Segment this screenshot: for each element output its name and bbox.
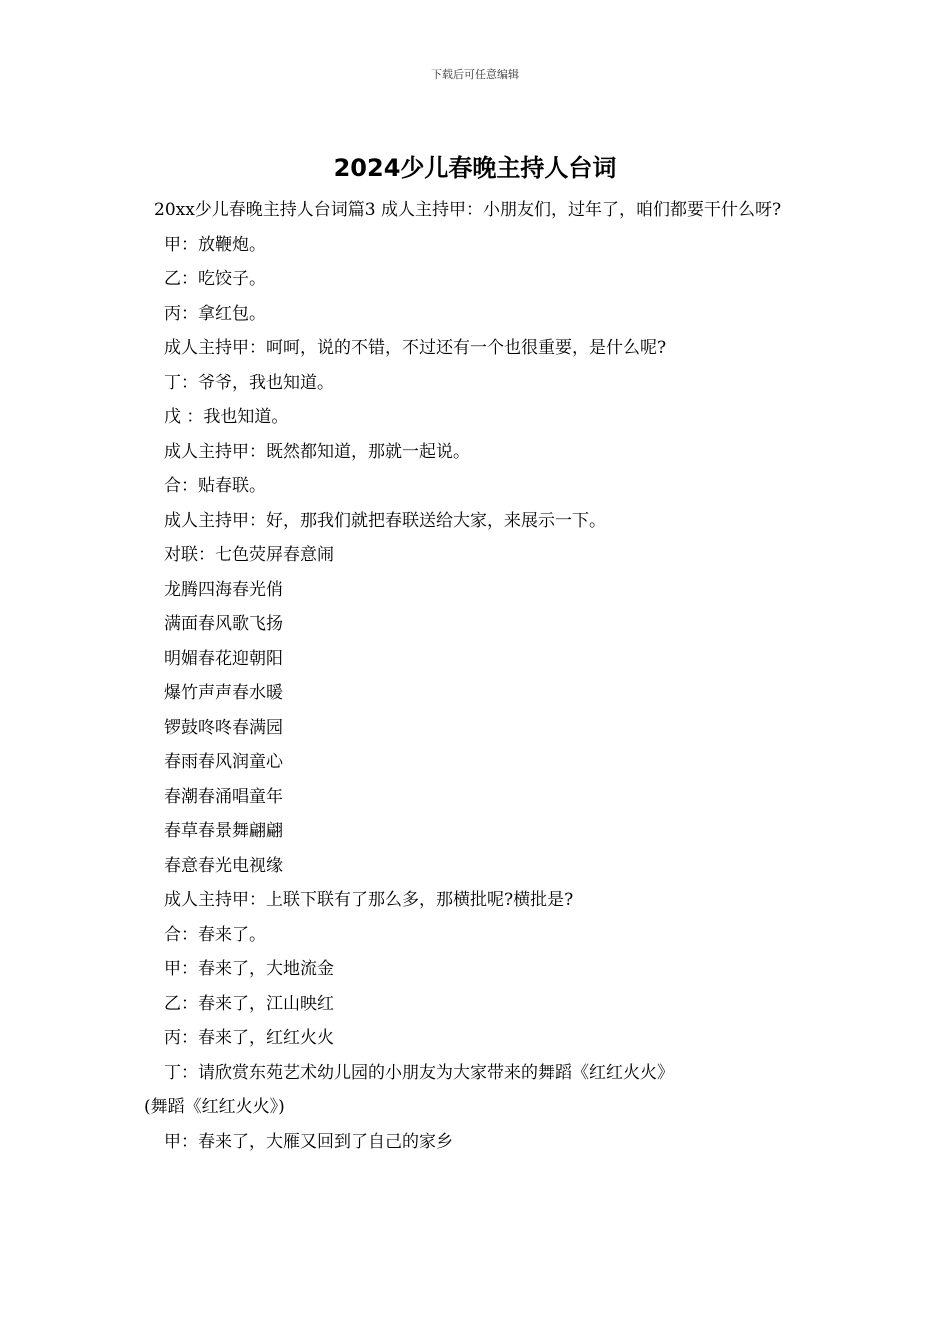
couplet-line: 爆竹声声春水暖 (164, 683, 283, 703)
stage-direction: (舞蹈《红红火火》) (144, 1097, 285, 1117)
paragraph: 丁：请欣赏东苑艺术幼儿园的小朋友为大家带来的舞蹈《红红火火》 (164, 1062, 674, 1083)
paragraph: 甲：春来了，大地流金 (164, 959, 334, 979)
paragraph: 成人主持甲：呵呵，说的不错，不过还有一个也很重要，是什么呢? (164, 338, 667, 358)
couplet-line: 锣鼓咚咚春满园 (164, 717, 283, 738)
couplet-line: 春雨春风润童心 (164, 752, 283, 772)
couplet-line: 对联：七色荧屏春意闹 (164, 545, 334, 565)
paragraph: 甲：春来了，大雁又回到了自己的家乡 (164, 1131, 453, 1152)
paragraph: 合：贴春联。 (164, 476, 266, 496)
paragraph: 合：春来了。 (164, 924, 266, 945)
paragraph: 成人主持甲：既然都知道，那就一起说。 (164, 441, 470, 462)
paragraph: 丙：春来了，红红火火 (164, 1028, 334, 1048)
couplet-line: 春潮春涌唱童年 (164, 786, 283, 807)
couplet-line: 明媚春花迎朝阳 (164, 648, 283, 669)
paragraph: 乙：春来了，江山映红 (164, 993, 334, 1014)
paragraph-intro: 20xx少儿春晚主持人台词篇3 成人主持甲：小朋友们，过年了，咱们都要干什么呀? (154, 200, 782, 220)
couplet-line: 满面春风歌飞扬 (164, 614, 283, 634)
paragraph: 乙：吃饺子。 (164, 269, 266, 289)
paragraph: 成人主持甲：好，那我们就把春联送给大家，来展示一下。 (164, 510, 606, 531)
paragraph: 丙：拿红包。 (164, 303, 266, 324)
paragraph: 戊 ：我也知道。 (164, 407, 289, 427)
document-title: 2024少儿春晚主持人台词 (333, 154, 617, 182)
page-header-note: 下载后可任意编辑 (431, 68, 519, 81)
paragraph: 成人主持甲：上联下联有了那么多，那横批呢?横批是? (164, 890, 574, 910)
couplet-line: 春草春景舞翩翩 (164, 821, 283, 841)
paragraph: 甲：放鞭炮。 (164, 234, 266, 255)
couplet-line: 龙腾四海春光俏 (164, 579, 283, 600)
couplet-line: 春意春光电视缘 (164, 855, 283, 876)
paragraph: 丁：爷爷，我也知道。 (164, 372, 334, 393)
document-body (144, 193, 814, 1159)
